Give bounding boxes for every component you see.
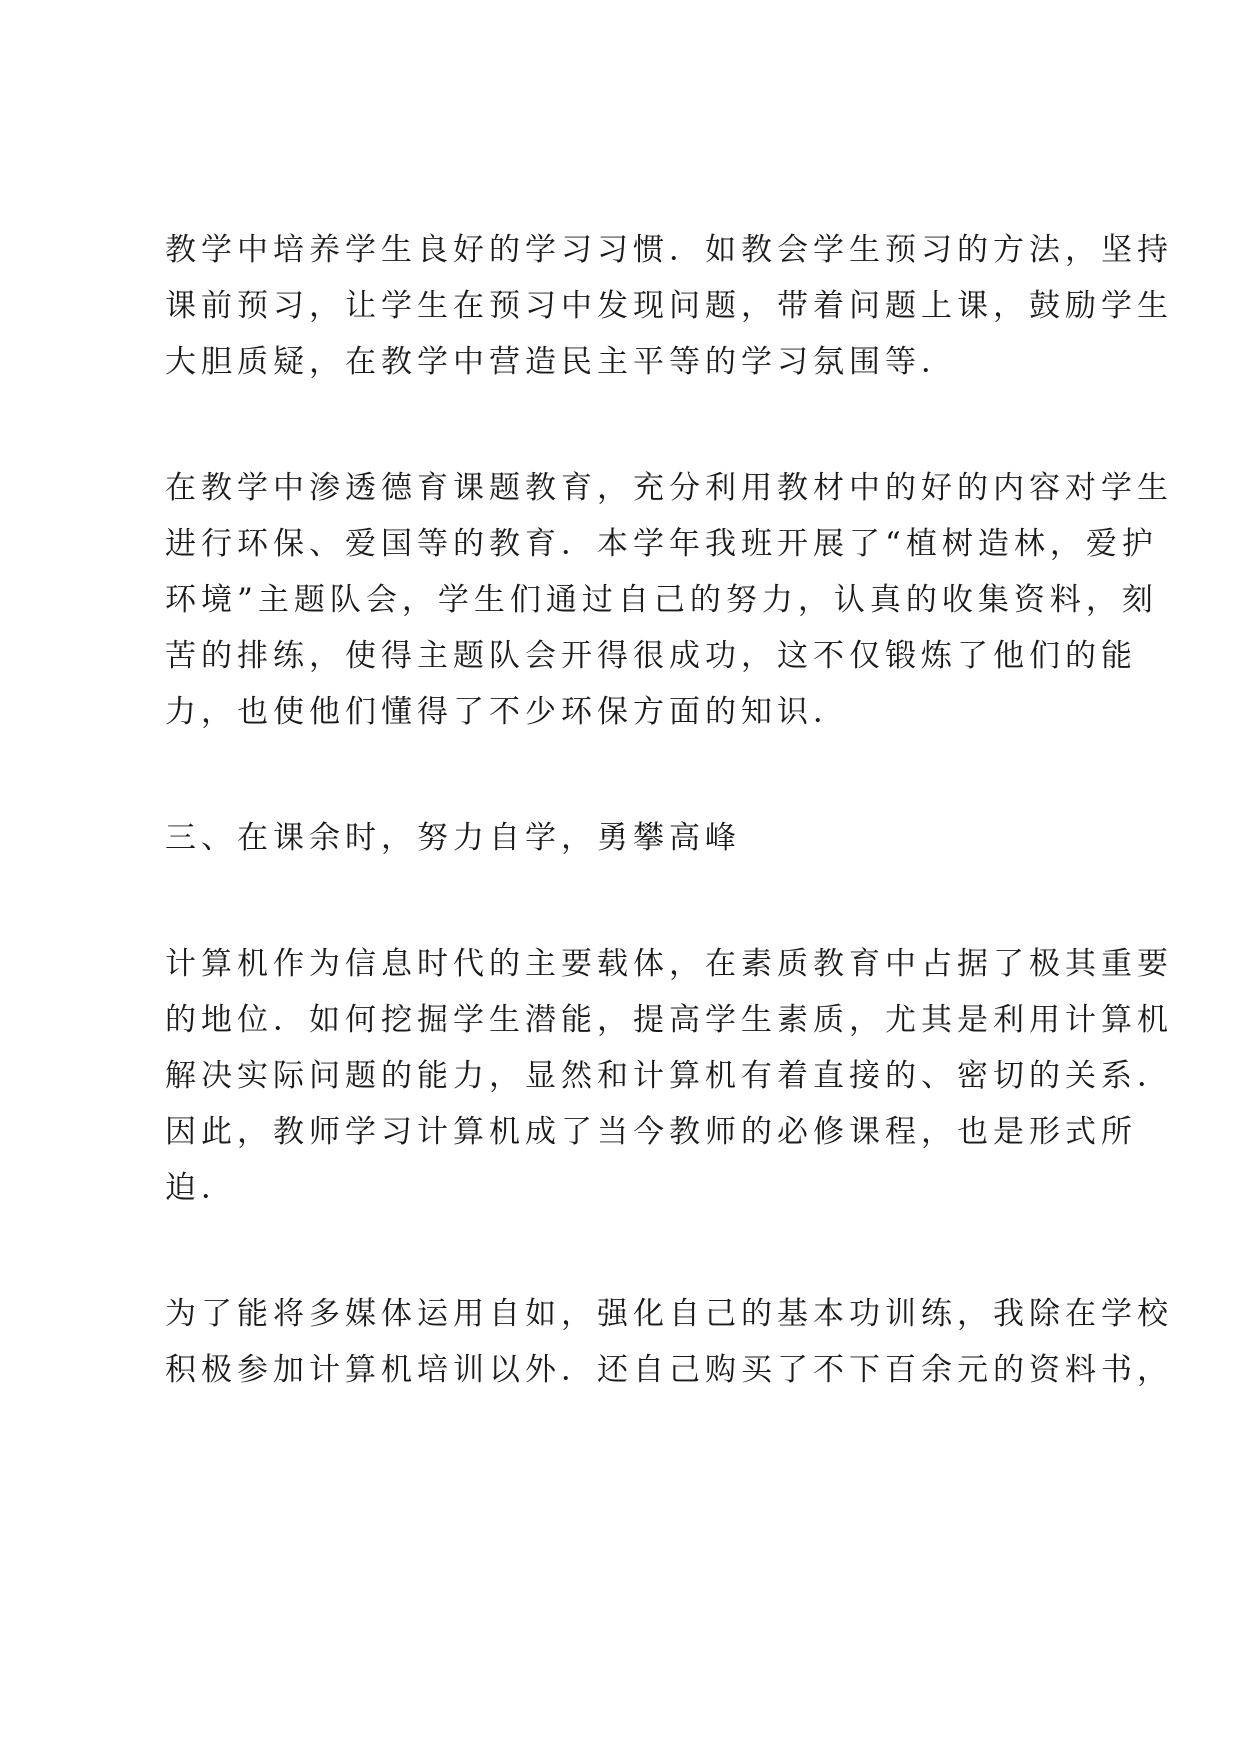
text-line: 迫．	[165, 1170, 237, 1206]
paragraph-study-habits	[165, 222, 1173, 390]
document-body	[165, 222, 1173, 1468]
text-line: 进行环保、爱国等的教育．本学年我班开展了“植树造林，爱护	[165, 526, 1158, 562]
section-heading	[165, 810, 1105, 866]
text-line: 课前预习，让学生在预习中发现问题，带着问题上课，鼓励学生	[165, 288, 1173, 324]
text-line: 环境”主题队会，学生们通过自己的努力，认真的收集资料，刻	[165, 582, 1158, 618]
heading-line: 三、在课余时，努力自学，勇攀高峰	[165, 820, 741, 856]
text-line: 积极参加计算机培训以外．还自己购买了不下百余元的资料书，	[165, 1352, 1173, 1388]
text-line: 大胆质疑，在教学中营造民主平等的学习氛围等．	[165, 344, 957, 380]
text-line: 苦的排练，使得主题队会开得很成功，这不仅锻炼了他们的能	[165, 638, 1137, 674]
paragraph-moral-education	[165, 460, 1173, 740]
text-line: 的地位．如何挖掘学生潜能，提高学生素质，尤其是利用计算机	[165, 1002, 1173, 1038]
text-line: 解决实际问题的能力，显然和计算机有着直接的、密切的关系．	[165, 1058, 1173, 1094]
text-line: 在教学中渗透德育课题教育，充分利用教材中的好的内容对学生	[165, 470, 1173, 506]
text-line: 为了能将多媒体运用自如，强化自己的基本功训练，我除在学校	[165, 1296, 1173, 1332]
text-line: 计算机作为信息时代的主要载体，在素质教育中占据了极其重要	[165, 946, 1173, 982]
paragraph-multimedia-training	[165, 1286, 1173, 1398]
paragraph-computer-importance	[165, 936, 1173, 1216]
text-line: 因此，教师学习计算机成了当今教师的必修课程，也是形式所	[165, 1114, 1137, 1150]
text-line: 教学中培养学生良好的学习习惯．如教会学生预习的方法，坚持	[165, 232, 1173, 268]
text-line: 力，也使他们懂得了不少环保方面的知识．	[165, 694, 849, 730]
